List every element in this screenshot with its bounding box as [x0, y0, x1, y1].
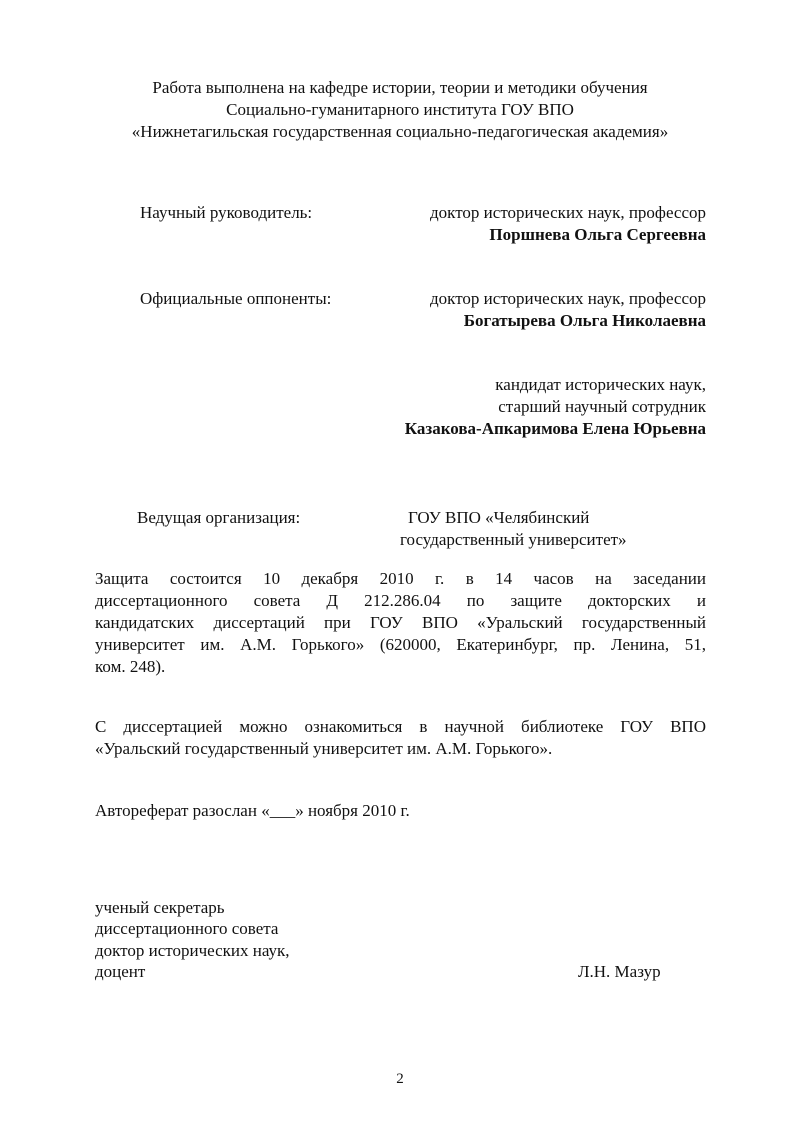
- mailing-date: Автореферат разослан «___» ноября 2010 г.: [95, 801, 410, 820]
- leading-org-line1: ГОУ ВПО «Челябинский: [408, 508, 590, 527]
- defense-line: Защита состоится 10 декабря 2010 г. в 14 часов на заседании: [95, 569, 706, 588]
- supervisor-label: Научный руководитель:: [140, 203, 313, 222]
- secretary-title: ученый секретарь: [95, 898, 225, 917]
- opponent-1-degree: доктор исторических наук, профессор: [430, 289, 706, 308]
- header-line-institute: Социально-гуманитарного института ГОУ ВПО: [226, 100, 574, 119]
- secretary-degree: доктор исторических наук,: [95, 941, 290, 960]
- page-number: 2: [396, 1071, 404, 1087]
- leading-org-line2: государственный университет»: [400, 530, 627, 549]
- library-line: С диссертацией можно ознакомиться в научной библиотеке ГОУ ВПО: [95, 717, 706, 736]
- supervisor-name: Поршнева Ольга Сергеевна: [489, 225, 706, 244]
- leading-org-label: Ведущая организация:: [137, 508, 301, 527]
- defense-line: ком. 248).: [95, 657, 166, 676]
- opponent-1-name: Богатырева Ольга Николаевна: [463, 311, 706, 330]
- header-block: [0, 77, 800, 143]
- secretary-council: диссертационного совета: [95, 919, 279, 938]
- secretary-name: Л.Н. Мазур: [578, 962, 661, 981]
- defense-line: кандидатских диссертаций при ГОУ ВПО «Уральский государственный: [95, 613, 706, 632]
- secretary-rank: доцент: [95, 962, 146, 981]
- defense-paragraph: [95, 568, 706, 678]
- opponents-label: Официальные оппоненты:: [140, 289, 332, 308]
- library-paragraph: [95, 716, 706, 760]
- opponent-2-degree: кандидат исторических наук,: [495, 375, 706, 394]
- defense-line: диссертационного совета Д 212.286.04 по защите докторских и: [95, 591, 706, 610]
- supervisor-degree: доктор исторических наук, профессор: [430, 203, 706, 222]
- opponent-2-position: старший научный сотрудник: [498, 397, 706, 416]
- header-line-department: Работа выполнена на кафедре истории, теории и методики обучения: [152, 78, 648, 97]
- defense-line: университет им. А.М. Горького» (620000, Екатеринбург, пр. Ленина, 51,: [95, 635, 706, 654]
- header-line-academy: «Нижнетагильская государственная социально-педагогическая академия»: [131, 122, 669, 141]
- opponent-2-name: Казакова-Апкаримова Елена Юрьевна: [404, 419, 706, 438]
- library-line: «Уральский государственный университет им. А.М. Горького».: [95, 739, 553, 758]
